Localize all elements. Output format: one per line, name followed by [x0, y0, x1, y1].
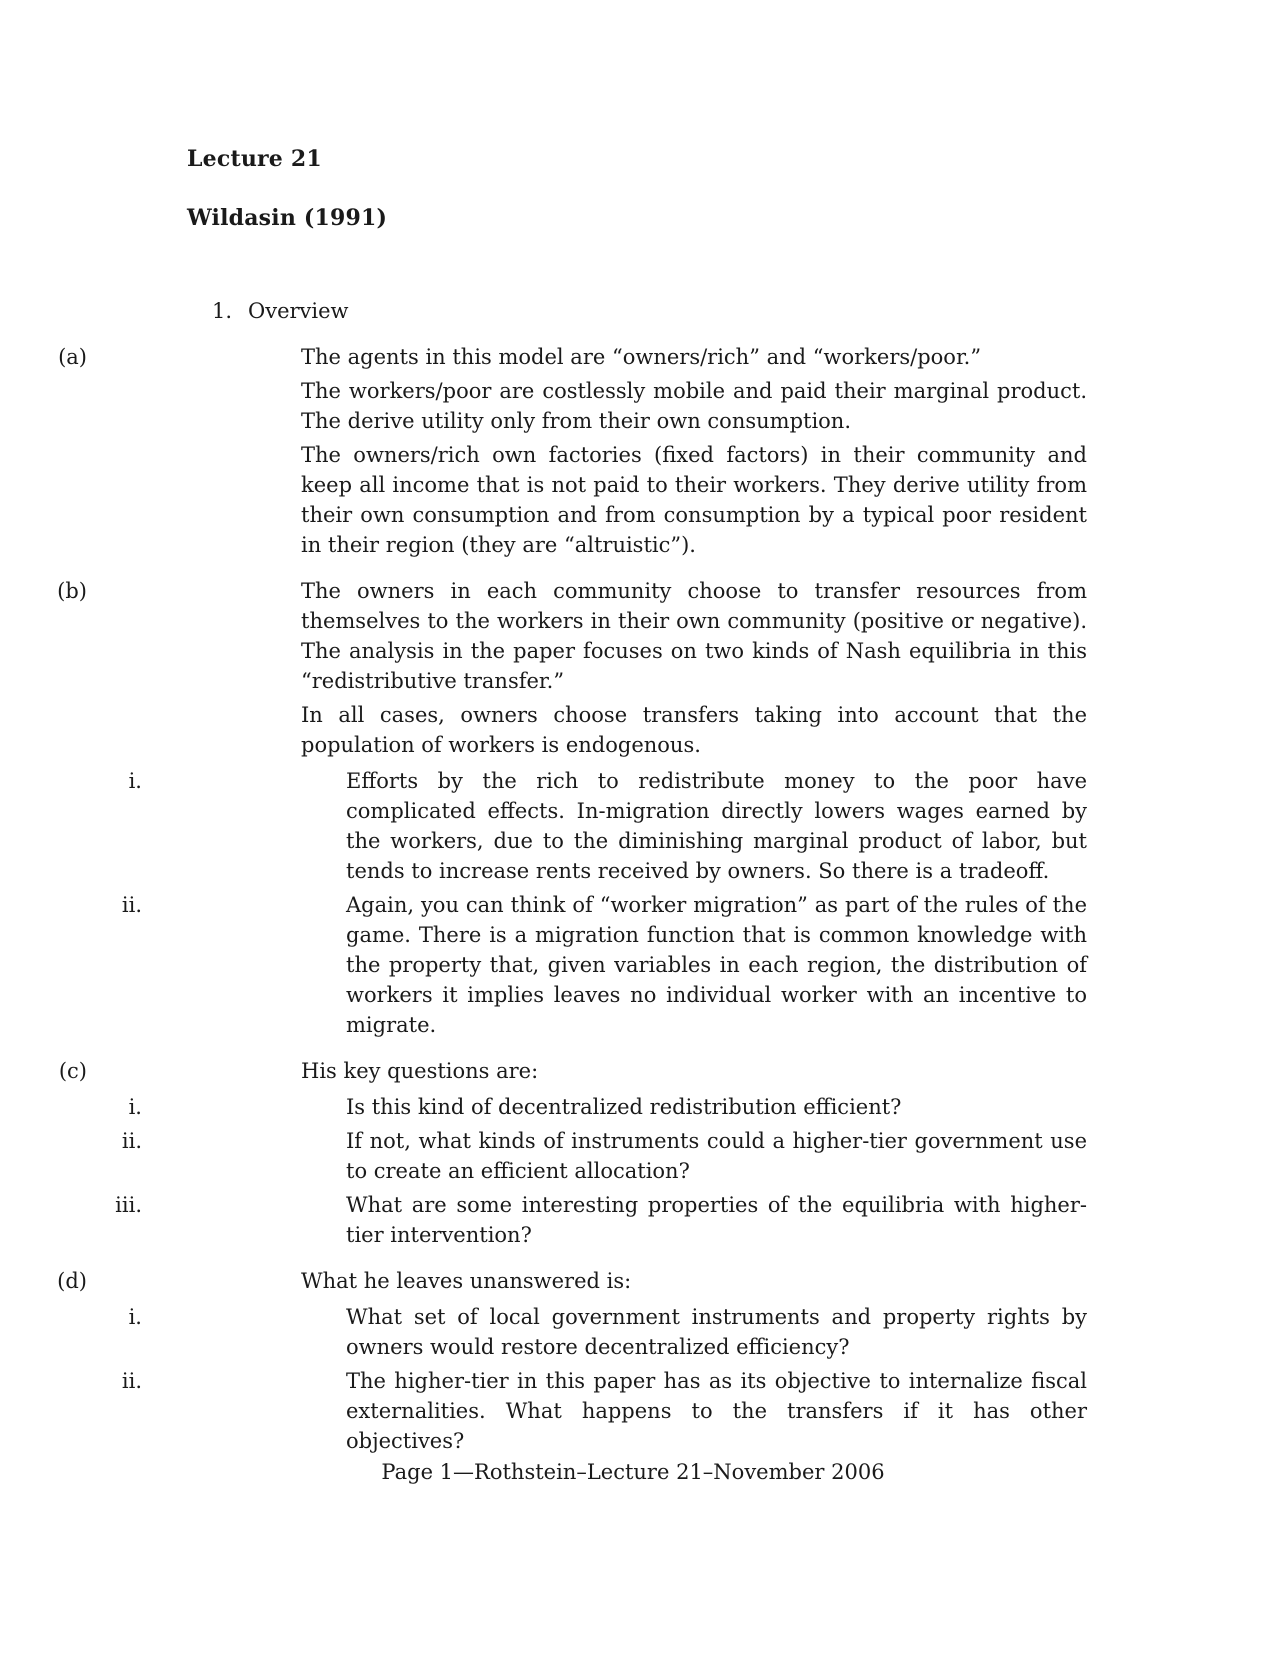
subsection-a: [0, 342, 1087, 560]
subsection-label: (d): [57, 1269, 87, 1293]
section-number: 1.: [212, 299, 233, 323]
item-text: If not, what kinds of instruments could a higher-tier government use to create an efficient allocation?: [346, 1129, 1087, 1183]
paragraph: The agents in this model are “owners/rich” and “workers/poor.”: [301, 345, 982, 369]
section-overview: [0, 296, 1038, 326]
list-item: [0, 1190, 1087, 1250]
paragraph: The workers/poor are costlessly mobile and paid their marginal product. The derive utility only from their own consumption.: [301, 379, 1087, 433]
item-text: Again, you can think of “worker migration” as part of the rules of the game. There is a migration function that is common knowledge with the property that, given variables in each region, the distribution of workers it implies leaves no individual worker with an incentive to migrate.: [346, 893, 1087, 1037]
item-label: i.: [128, 1095, 142, 1119]
item-text: Efforts by the rich to redistribute money to the poor have complicated effects. In-migration directly lowers wages earned by the workers, due to the diminishing marginal product of labor, but tends to increase rents received by owners. So there is a tradeoff.: [346, 769, 1087, 883]
paragraph: His key questions are:: [301, 1059, 539, 1083]
paragraph: What he leaves unanswered is:: [301, 1269, 632, 1293]
paper-title: Wildasin (1991): [187, 205, 388, 231]
item-label: i.: [128, 769, 142, 793]
section-title: Overview: [248, 299, 349, 323]
paragraph: The owners in each community choose to transfer resources from themselves to the workers in their own community (positive or negative). The analysis in the paper focuses on two kinds of Nash equilibria in this “redistributive transfer.”: [301, 579, 1087, 693]
subsection-c: [0, 1056, 1087, 1086]
subsection-label: (a): [58, 345, 87, 369]
subsection-d-items: [0, 1302, 1280, 1456]
item-text: What are some interesting properties of the equilibria with higher-tier intervention?: [346, 1193, 1087, 1247]
item-label: ii.: [121, 893, 142, 917]
paragraph: The owners/rich own factories (fixed factors) in their community and keep all income that is not paid to their workers. They derive utility from their own consumption and from consumption by a typical poor resident in their region (they are “altruistic”).: [301, 443, 1087, 557]
list-item: [0, 766, 1087, 886]
paragraph: In all cases, owners choose transfers taking into account that the population of workers is endogenous.: [301, 703, 1087, 757]
subsection-c-items: [0, 1092, 1280, 1250]
page-footer: Page 1—Rothstein–Lecture 21–November 2006: [381, 1460, 885, 1484]
subsection-label: (c): [58, 1059, 87, 1083]
subsection-label: (b): [57, 579, 87, 603]
item-text: What set of local government instruments and property rights by owners would restore decentralized efficiency?: [346, 1305, 1087, 1359]
list-item: [0, 1126, 1087, 1186]
subsection-d: [0, 1266, 1087, 1296]
lecture-title: Lecture 21: [187, 146, 322, 172]
list-item: [0, 1366, 1087, 1456]
item-text: Is this kind of decentralized redistribution efficient?: [346, 1095, 902, 1119]
list-item: [0, 890, 1087, 1040]
list-item: [0, 1302, 1087, 1362]
item-label: ii.: [121, 1369, 142, 1393]
item-label: i.: [128, 1305, 142, 1329]
item-label: iii.: [115, 1193, 142, 1217]
item-text: The higher-tier in this paper has as its objective to internalize fiscal externalities. What happens to the transfers if it has other objectives?: [346, 1369, 1087, 1453]
main-content: [0, 296, 1280, 1456]
list-item: [0, 1092, 1087, 1122]
subsection-b-items: [0, 766, 1280, 1040]
subsection-b: [0, 576, 1087, 760]
item-label: ii.: [121, 1129, 142, 1153]
